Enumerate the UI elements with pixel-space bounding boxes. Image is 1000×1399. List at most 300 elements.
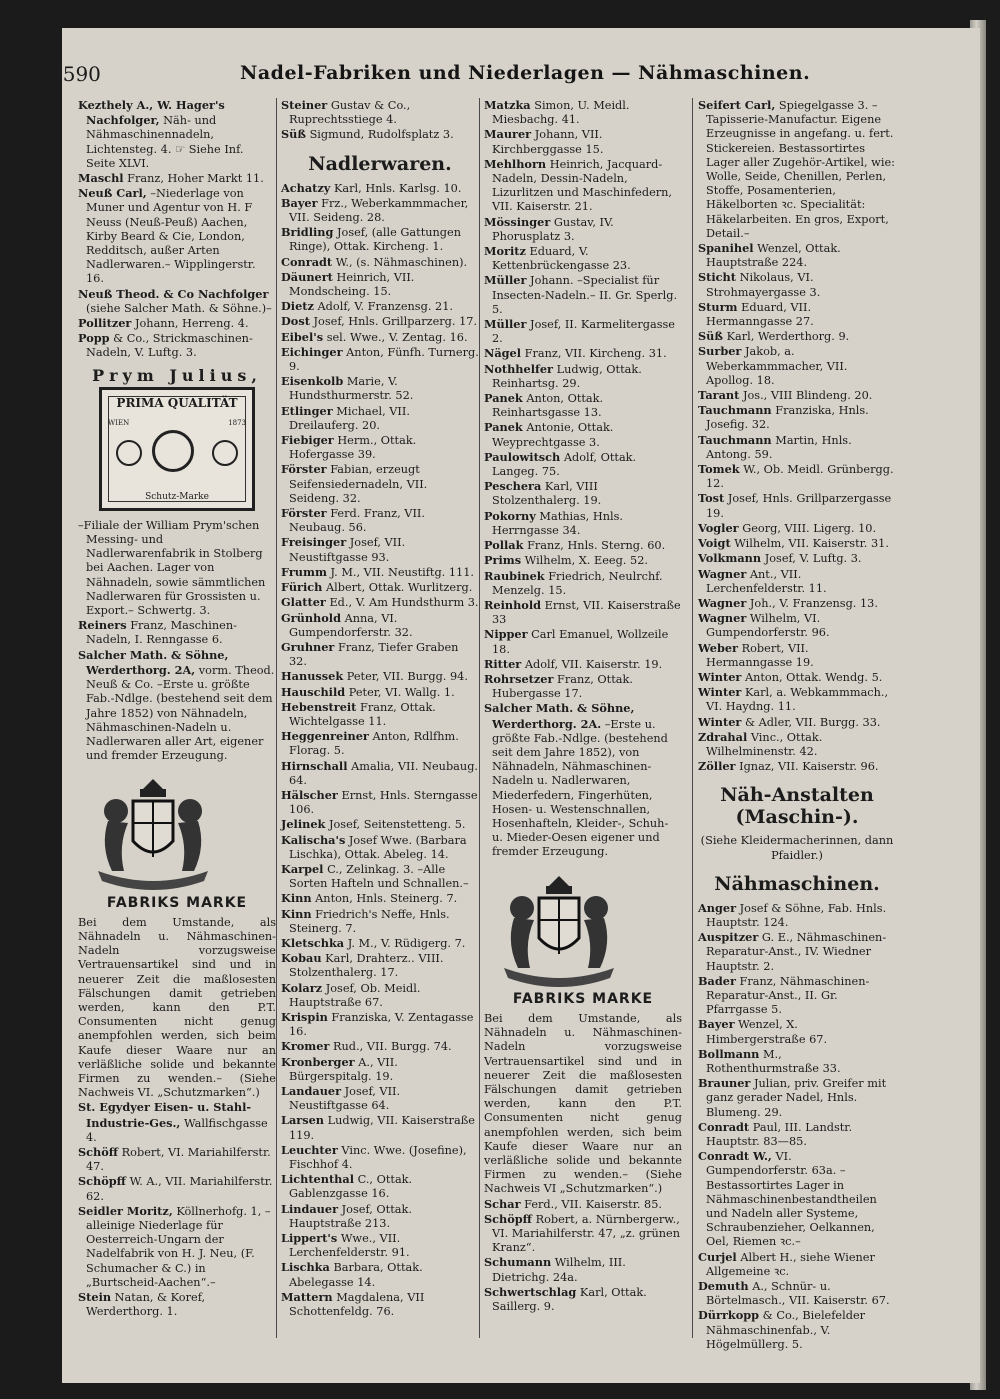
entry-details: Antonie, Ottak. Weyprechtgasse 3.: [492, 421, 614, 449]
entry-details: Franz, Maschinen-Nadeln, I. Renngasse 6.: [86, 619, 237, 647]
entry-name: Jelinek: [281, 817, 326, 832]
entry-details: Ludwig, Ottak. Reinhartsg. 29.: [492, 362, 642, 390]
entry-details: Anton, Ottak. Wendg. 5.: [744, 670, 883, 684]
entry-name: Wagner: [698, 566, 747, 581]
entry-details: Albert, Ottak. Wurlitzerg.: [325, 581, 473, 595]
entry-name: Maurer: [484, 127, 532, 142]
entry-name: Grünhold: [281, 610, 341, 625]
entry-details: Albert H., siehe Wiener Allgemeine ꝛc.: [706, 1250, 875, 1278]
entry-details: Heinrich, Jacquard-Nadeln, Dessin-Nadeln, Lizurlitzen und Maschinfedern, VII. Kaiserstr. 21.: [492, 157, 673, 214]
entry-details: Anton, Fünfh. Turnerg. 9.: [289, 345, 479, 374]
directory-entry: [78, 98, 276, 171]
directory-entry: [698, 388, 896, 403]
entry-name: Auspitzer: [698, 930, 759, 945]
column-2: [281, 98, 479, 1338]
entry-details: Mathias, Hnls. Herrngasse 34.: [492, 509, 623, 537]
entry-details: Josef, Hnls. Grillparzergasse 19.: [706, 492, 892, 520]
entry-details: Natan, & Koref, Werderthorg. 1.: [86, 1291, 206, 1319]
entry-details: Vinc., Ottak. Wilhelminenstr. 42.: [706, 730, 823, 758]
entry-name: Salcher Math. & Söhne, Werderthorg. 2A.: [484, 701, 635, 731]
stamp-top-text: PRIMA QUALITÄT: [116, 395, 238, 410]
entry-details: Karl, a. Webkammmach., VI. Haydng. 11.: [706, 686, 889, 714]
entry-name: Winter: [698, 714, 742, 729]
entry-details: Karl, Hnls. Karlsg. 10.: [333, 181, 462, 195]
directory-entry: [484, 157, 682, 215]
entry-details: –Niederlage von Muner und Agentur von H. F Neuss (Neuß-Peuß) Aachen, Kirby Beard & Cie, London, Redditsch, außer Arten Nadlerwaren.– Wipplingerstr. 16.: [86, 187, 256, 286]
entry-name: Frumm: [281, 564, 327, 579]
directory-entry: [281, 374, 479, 403]
directory-entry: [78, 186, 276, 286]
directory-entry: [698, 641, 896, 670]
directory-entry: [78, 331, 276, 360]
entry-details: (siehe Salcher Math. & Söhne.)–: [86, 301, 272, 315]
directory-entry: [281, 862, 479, 891]
directory-entry: [281, 788, 479, 817]
directory-entry: [484, 538, 682, 553]
directory-entry: [281, 98, 479, 127]
entry-details: Wenzel, Ottak. Hauptstraße 224.: [706, 242, 841, 270]
directory-entry: [698, 1017, 896, 1046]
entry-details: J. M., VII. Neustiftg. 111.: [330, 565, 475, 579]
directory-entry: [281, 1231, 479, 1260]
directory-entry: [78, 316, 276, 331]
entry-name: Schöpff: [484, 1211, 532, 1226]
directory-entry: [281, 1172, 479, 1201]
entry-name: Etlinger: [281, 403, 333, 418]
entry-details: Spiegelgasse 3. –Tapisserie-Manufactur. Eigene Erzeugnisse in angefang. u. fert. Stickereien. Bestassortirtes Lager aller Zugehör-Artikel, wie: Wolle, Seide, Chenillen, Perlen, Stoffe, Posamenterien, Häkelborten ꝛc. Specialität: Häkelarbeiten. En gros, Export, Detail.–: [706, 99, 895, 240]
directory-entry: [281, 535, 479, 564]
directory-entry: [698, 329, 896, 344]
entry-details: Josef & Söhne, Fab. Hnls. Hauptstr. 124.: [706, 901, 887, 929]
entry-details: Martin, Hnls. Antong. 59.: [706, 433, 852, 461]
entry-name: Wagner: [698, 595, 747, 610]
directory-entry: [484, 273, 682, 317]
entry-name: Eibel's: [281, 329, 324, 344]
entry-name: Eichinger: [281, 344, 343, 359]
entry-name: Hirnschall: [281, 758, 348, 773]
entries-4b: [698, 901, 896, 1352]
entry-name: Pokorny: [484, 508, 536, 523]
directory-entry: [698, 300, 896, 329]
directory-entry: [698, 1076, 896, 1120]
entry-details: C., Ottak. Gablenzgasse 16.: [289, 1173, 413, 1201]
entry-details: M., Rothenthurmstraße 33.: [706, 1047, 841, 1075]
column-4: [698, 98, 896, 1351]
entry-details: & Co., Strickmaschinen-Nadeln, V. Luftg. 3.: [86, 332, 253, 360]
entry-name: Süß: [281, 127, 306, 142]
directory-entry: [698, 901, 896, 930]
column-rule: [479, 98, 480, 1338]
directory-entry: [78, 287, 276, 316]
directory-entry: [78, 1290, 276, 1319]
entry-name: Fürich: [281, 580, 323, 595]
entry-name: Kinn: [281, 891, 312, 906]
directory-entry: [281, 1055, 479, 1084]
entry-name: Rohrsetzer: [484, 671, 554, 686]
entry-name: Conradt: [281, 254, 333, 269]
directory-entry: [484, 479, 682, 508]
directory-entry: [484, 1255, 682, 1284]
directory-entry: [698, 685, 896, 714]
column-1: [78, 98, 276, 1338]
entry-details: Ant., VII. Lerchenfelderstr. 11.: [706, 567, 827, 595]
entry-details: Franz, Tiefer Graben 32.: [289, 640, 459, 669]
entry-details: Ed., V. Am Hundsthurm 3.: [329, 596, 479, 610]
entry-details: Michael, VII. Dreilauferg. 20.: [289, 404, 410, 432]
entry-details: Wwe., VII. Lerchenfelderstr. 91.: [289, 1232, 410, 1260]
entry-name: Nägel: [484, 346, 522, 361]
entry-name: Steiner: [281, 98, 328, 112]
section-heading-naeh-anstalten: Näh-Anstalten (Maschin-).: [720, 784, 874, 829]
directory-entry: [281, 595, 479, 610]
entry-name: Schwertschlag: [484, 1284, 577, 1299]
entry-name: Dürrkopp: [698, 1308, 760, 1323]
directory-entry: [698, 462, 896, 491]
entry-name: Matzka: [484, 98, 531, 112]
entry-details: Eduard, V. Kettenbrückengasse 23.: [492, 245, 631, 273]
entry-name: Mössinger: [484, 214, 551, 229]
directory-entry: [281, 299, 479, 314]
prym-stamp-trademark: [99, 387, 255, 511]
entry-name: Spanihel: [698, 241, 754, 256]
entry-name: Kolarz: [281, 980, 323, 995]
entry-name: Zöller: [698, 759, 736, 774]
coat-of-arms-icon: [484, 868, 634, 988]
entry-name: Nothhelfer: [484, 361, 553, 376]
directory-entry: [484, 127, 682, 156]
entry-details: & Co., Bielefelder Nähmaschinenfab., V. Högelmüllerg. 5.: [706, 1309, 866, 1351]
entry-name: Kobau: [281, 951, 322, 966]
entry-details: Jos., VIII Blindeng. 20.: [742, 389, 873, 403]
entry-name: Pollak: [484, 538, 524, 553]
directory-entry: [281, 580, 479, 595]
directory-entry: [281, 833, 479, 862]
entry-name: Surber: [698, 344, 742, 359]
directory-entry: [281, 1084, 479, 1113]
directory-entry: [698, 403, 896, 432]
entry-details: Vinc. Wwe. (Josefine), Fischhof 4.: [289, 1143, 467, 1172]
entry-name: Dost: [281, 314, 310, 329]
entry-name: Voigt: [698, 536, 731, 551]
directory-entry: [484, 346, 682, 361]
entry-name: Weber: [698, 640, 738, 655]
entry-details: Fabian, erzeugt Seifensiedernadeln, VII. Seideng. 32.: [289, 463, 428, 505]
directory-entry: [484, 627, 682, 656]
entry-details: Josef, II. Karmelitergasse 2.: [492, 318, 675, 346]
entry-details: Karl, VIII Stolzenthalerg. 19.: [492, 480, 602, 508]
entry-name: Kromer: [281, 1039, 330, 1054]
entry-details: Franz, Nähmaschinen-Reparatur-Anst., II. Gr. Pfarrgasse 5.: [706, 974, 870, 1017]
entry-details: J. M., V. Rüdigerg. 7.: [347, 936, 466, 950]
entry-details: Joh., V. Franzensg. 13.: [749, 596, 878, 610]
entry-name: Seifert Carl,: [698, 98, 776, 112]
entry-details: Magdalena, VII Schottenfeldg. 76.: [289, 1290, 425, 1319]
entry-name: Förster: [281, 462, 327, 477]
entry-details: W., (s. Nähmaschinen).: [335, 255, 468, 269]
entry-name: Karpel: [281, 861, 324, 876]
directory-entry: [281, 1202, 479, 1231]
entry-details: Georg, VIII. Ligerg. 10.: [742, 521, 877, 535]
entry-name: Bridling: [281, 225, 334, 240]
entry-name: Tauchmann: [698, 432, 772, 447]
entry-name: Neuß Carl,: [78, 186, 147, 201]
entry-name: Larsen: [281, 1113, 324, 1128]
entry-name: Brauner: [698, 1076, 751, 1091]
entry-name: Fiebiger: [281, 433, 334, 448]
directory-entry: [281, 817, 479, 832]
entry-name: Vogler: [698, 520, 739, 535]
directory-entry: [281, 951, 479, 980]
entry-name: Stein: [78, 1290, 112, 1304]
entry-name: Mattern: [281, 1289, 333, 1304]
entry-details: VI. Gumpendorferstr. 63a. –Bestassortirtes Lager in Nähmaschinenbestandtheilen und Nadeln aller Systeme, Schraubenzieher, Oelkannen, Oel, Riemen ꝛc.–: [706, 1150, 877, 1249]
entry-name: Panek: [484, 420, 523, 435]
directory-entry: [281, 506, 479, 535]
entry-details: Josef, VII. Neustiftgasse 93.: [289, 536, 406, 564]
entry-name: Däunert: [281, 269, 333, 284]
entry-name: Hälscher: [281, 787, 338, 802]
section-heading-naehmaschinen: Nähmaschinen.: [714, 872, 880, 895]
directory-entry: [281, 981, 479, 1010]
directory-entry: [281, 1143, 479, 1172]
entry-details: Franz, Hnls. Sterng. 60.: [527, 539, 666, 553]
entry-details: A., VII. Bürgerspitalg. 19.: [289, 1055, 398, 1083]
entry-details: Gustav, IV. Phorusplatz 3.: [492, 215, 614, 243]
entry-name: Hauschild: [281, 684, 346, 699]
entry-details: Franz, Hoher Markt 11.: [127, 172, 264, 186]
entries-1a: [78, 98, 276, 361]
page-header: [50, 62, 910, 92]
entry-details: Anton, Rdlfhm. Florag. 5.: [289, 730, 459, 758]
directory-entry: [281, 314, 479, 329]
entry-details: Franz, Ottak. Wichtelgasse 11.: [289, 700, 436, 728]
directory-entry: [281, 1290, 479, 1319]
directory-entry: [698, 344, 896, 388]
entry-name: Panek: [484, 391, 523, 406]
entry-details: Franziska, V. Zentagasse 16.: [289, 1010, 474, 1039]
directory-entry: [698, 551, 896, 566]
directory-entry: [281, 685, 479, 700]
entry-name: Ritter: [484, 656, 522, 671]
directory-entry: [698, 715, 896, 730]
entry-name: Nipper: [484, 627, 528, 642]
entry-details: Peter, VII. Burgg. 94.: [346, 670, 468, 684]
entry-details: Herm., Ottak. Hofergasse 39.: [289, 434, 417, 462]
entry-details: Eduard, VII. Hermanngasse 27.: [706, 300, 814, 329]
entry-name: Kezthely A., W. Hager's Nachfolger,: [78, 98, 225, 128]
entry-name: Müller: [484, 317, 527, 332]
entry-details: Köllnerhofg. 1, –alleinige Niederlage für Oesterreich-Ungarn der Nadelfabrik von H. J. Neu, (F. Schumacher & C.) in „Burtscheid-Aachen“.–: [86, 1204, 271, 1289]
directory-entry: [78, 618, 276, 647]
directory-entry: [281, 1010, 479, 1039]
entry-name: Wagner: [698, 611, 747, 626]
entry-name: Landauer: [281, 1084, 342, 1098]
entry-details: C., Zelinkag. 3. –Alle Sorten Hafteln und Schnallen.–: [289, 862, 469, 891]
entry-name: Lippert's: [281, 1231, 338, 1246]
entry-details: Adolf, V. Franzensg. 21.: [317, 300, 453, 314]
directory-entry: [698, 974, 896, 1018]
medal-icon: [212, 440, 238, 466]
emblem-icon: [152, 430, 194, 472]
entry-details: Ernst, Hnls. Sterngasse 106.: [289, 788, 478, 817]
directory-entry: [698, 1047, 896, 1076]
directory-entry: [484, 553, 682, 568]
entry-name: Prims: [484, 553, 522, 568]
entry-details: Wilhelm, VII. Kaiserstr. 31.: [734, 537, 889, 551]
directory-entry: [484, 1197, 682, 1212]
entry-details: Wenzel, X. Himbergerstraße 67.: [706, 1018, 828, 1046]
directory-entry: [281, 700, 479, 729]
warning-text: Bei dem Umstande, als Nähnadeln u. Nähmaschinen-Nadeln vorzugsweise Vertrauensartikel sind und in neuerer Zeit die maßlosesten Fälschungen damit getrieben werden, kann den P.T. Consumenten nicht genug anempfohlen werden, sich beim Kaufe dieser Waare nur an verläßliche solide und bekannte Firmen zu wenden.– (Siehe Nachweis VI. „Schutzmarken“.): [78, 915, 276, 1100]
entry-details: Gustav & Co., Ruprechtsstiege 4.: [289, 99, 411, 127]
entries-3b: [484, 1197, 682, 1315]
entry-details: Julian, priv. Greifer mit ganz gerader Nadel, Hnls. Blumeng. 29.: [706, 1077, 887, 1119]
directory-entry: [698, 730, 896, 759]
entry-details: Josef, VII. Neustiftgasse 64.: [289, 1085, 401, 1113]
directory-entry: [281, 345, 479, 374]
entry-name: Schar: [484, 1196, 521, 1211]
entry-details: Ferd., VII. Kaiserstr. 85.: [524, 1197, 663, 1211]
entry-name: Kletschka: [281, 935, 345, 950]
directory-entry: [484, 672, 682, 701]
entry-name: Peschera: [484, 479, 542, 494]
coat-of-arms-icon: [78, 771, 228, 891]
entry-name: Bader: [698, 973, 736, 988]
entry-details: Robert, VII. Hermanngasse 19.: [706, 641, 814, 669]
entries-4a: [698, 98, 896, 774]
fabriks-marke-label: FABRIKS MARKE: [106, 894, 248, 911]
entry-details: Johann, Herreng. 4.: [134, 317, 249, 331]
entry-details: Ferd. Franz, VII. Neubaug. 56.: [289, 507, 425, 535]
entry-details: Jakob, a. Weberkammmacher, VII. Apollog. 18.: [706, 345, 848, 387]
directory-entry: [484, 98, 682, 127]
entry-details: Johann, VII. Kirchberggasse 15.: [492, 128, 604, 156]
entry-details: Anna, VI. Gumpendorferstr. 32.: [289, 611, 413, 639]
entry-name: Gruhner: [281, 639, 335, 654]
entry-name: Lindauer: [281, 1201, 339, 1216]
stamp-left-text: WIEN: [108, 418, 130, 427]
entry-details: Ignaz, VII. Kaiserstr. 96.: [739, 760, 879, 774]
entry-name: Freisinger: [281, 535, 347, 550]
entry-details: Karl, Werderthorg. 9.: [726, 330, 850, 344]
section-subheading: (Siehe Kleidermacherinnen, dann Pfaidler.): [700, 834, 894, 862]
directory-entry: [698, 759, 896, 774]
entry-name: Winter: [698, 669, 742, 684]
medal-icon: [116, 440, 142, 466]
entry-name: Hebenstreit: [281, 699, 357, 714]
column-rule: [276, 98, 277, 1338]
entry-details: Wilhelm, III. Dietrichg. 24a.: [492, 1256, 626, 1284]
entry-details: Frz., Weberkammmacher, VII. Seideng. 28.: [289, 196, 469, 225]
directory-entry: [78, 1204, 276, 1290]
entry-details: Adolf, VII. Kaiserstr. 19.: [524, 657, 663, 671]
directory-entry: [484, 1285, 682, 1314]
entry-name: Mehlhorn: [484, 156, 547, 171]
directory-entry: [698, 670, 896, 685]
directory-entry: [281, 1260, 479, 1289]
directory-entry: [484, 244, 682, 273]
entry-details: Wilhelm, X. Eeeg. 52.: [524, 554, 648, 568]
directory-entry: [484, 215, 682, 244]
entries-2a: [281, 98, 479, 143]
directory-entry: [698, 1250, 896, 1279]
running-head: Nadel-Fabriken und Niederlagen — Nähmaschinen.: [240, 62, 811, 84]
entry-details: Simon, U. Meidl. Miesbachg. 41.: [492, 99, 630, 127]
directory-entry: [281, 936, 479, 951]
entry-name: Seidler Moritz,: [78, 1203, 173, 1218]
entry-name: Raubinek: [484, 568, 545, 583]
entry-name: Schöpff: [78, 1174, 126, 1189]
entry-details: Friedrich, Neulrchf. Menzelg. 15.: [492, 569, 663, 597]
entry-name: Kinn: [281, 906, 312, 921]
directory-entry: [281, 1113, 479, 1142]
entry-details: A., Schnür- u. Börtelmasch., VII. Kaiserstr. 67.: [706, 1280, 890, 1308]
entry-name: Paulowitsch: [484, 449, 561, 464]
entry-name: St. Egydyer Eisen- u. Stahl-Industrie-Ges.,: [78, 1100, 252, 1130]
entry-details: Josef, Seitenstetteng. 5.: [328, 818, 466, 832]
warning-text: Bei dem Umstande, als Nähnadeln u. Nähmaschinen-Nadeln vorzugsweise Vertrauensartikel sind und in neuerer Zeit die maßlosesten Fälschungen damit getrieben werden, kann den P.T. Consumenten nicht genug anempfohlen werden, sich beim Kaufe dieser Waare nur an verläßliche solide und bekannte Firmen zu wenden.– (Siehe Nachweis VI „Schutzmarken“.): [484, 1011, 682, 1196]
directory-entry: [484, 450, 682, 479]
directory-entry: [698, 611, 896, 640]
entry-name: Schöff: [78, 1144, 119, 1159]
entry-details: Barbara, Ottak. Abelegasse 14.: [289, 1261, 423, 1289]
entry-details: Ludwig, VII. Kaiserstraße 119.: [289, 1114, 475, 1142]
entry-name: Krispin: [281, 1009, 328, 1024]
entry-name: Conradt: [698, 1119, 750, 1134]
entry-details: W., Ob. Meidl. Grünbergg. 12.: [706, 463, 894, 491]
directory-entry: [698, 270, 896, 299]
entry-details: Robert, a. Nürnbergerw., VI. Mariahilferstr. 47, „z. grünen Kranz“.: [492, 1212, 680, 1255]
directory-entry: [78, 1100, 276, 1145]
page-number: 1590: [50, 62, 101, 86]
entry-details: Peter, VI. Wallg. 1.: [348, 685, 455, 699]
entry-name: Zdrahal: [698, 729, 748, 744]
entry-name: Lichtenthal: [281, 1172, 354, 1187]
entry-name: Tomek: [698, 462, 740, 477]
entry-name: Moritz: [484, 244, 526, 259]
entry-details: Marie, V. Hundsthurmerstr. 52.: [289, 375, 414, 403]
directory-entry: [281, 404, 479, 433]
directory-entry: [78, 1145, 276, 1174]
entry-name: Bollmann: [698, 1046, 760, 1061]
directory-entry: [484, 420, 682, 449]
directory-entry: [281, 181, 479, 196]
directory-entry: [484, 362, 682, 391]
entry-details: Carl Emanuel, Wollzeile 18.: [492, 628, 669, 656]
entry-details: Josef, Ottak. Hauptstraße 213.: [289, 1202, 412, 1230]
directory-entry: [281, 127, 479, 142]
prym-text: –Filiale der William Prym'schen Messing- und Nadlerwarenfabrik in Stolberg bei Aachen. Lager von Nähnadeln, sowie sämmtlichen Nadlerwaren für Grossisten u. Export.– Schwertg. 3.: [78, 518, 266, 618]
directory-entry: [698, 1279, 896, 1308]
entry-name: Anger: [698, 900, 737, 915]
entry-name: Dietz: [281, 299, 314, 314]
entry-name: Leuchter: [281, 1142, 338, 1157]
entry-name: Hanussek: [281, 669, 344, 684]
entry-details: Amalia, VII. Neubaug. 64.: [289, 759, 479, 787]
directory-entry: [281, 565, 479, 580]
column-3: [484, 98, 682, 1338]
directory-entry: [281, 669, 479, 684]
directory-entry: [281, 255, 479, 270]
directory-entry: [281, 270, 479, 299]
directory-entry: [698, 596, 896, 611]
directory-entry: [484, 569, 682, 598]
entry-details: Josef, Hnls. Grillparzerg. 17.: [313, 315, 478, 329]
entry-details: Franz, VII. Kircheng. 31.: [524, 347, 667, 361]
entry-name: Sturm: [698, 299, 738, 314]
directory-entry: [698, 521, 896, 536]
entry-name: Winter: [698, 685, 742, 700]
